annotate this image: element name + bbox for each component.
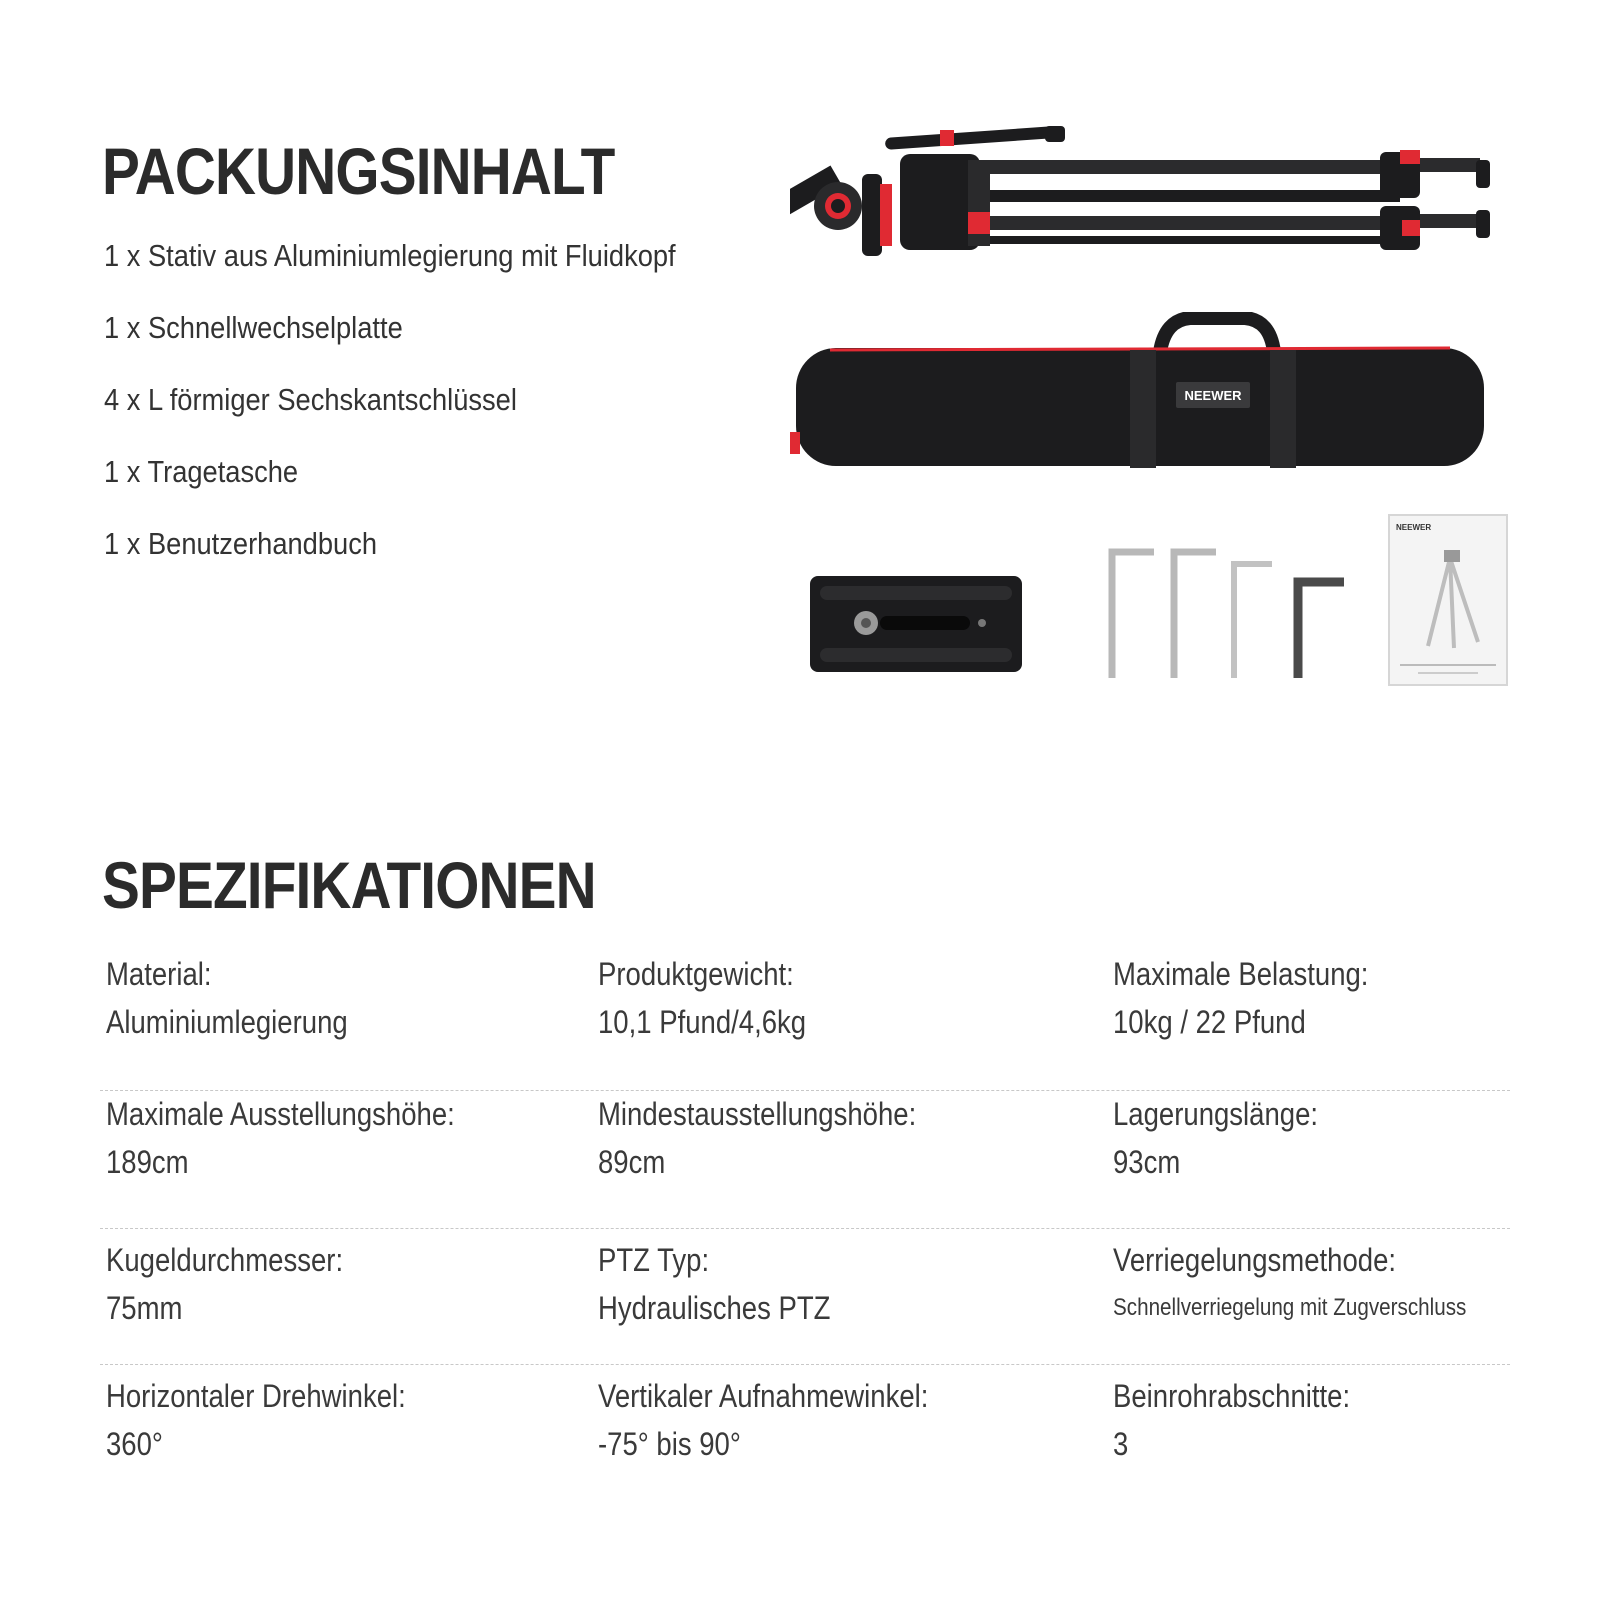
spec-value: 89cm <box>598 1144 666 1180</box>
hex-keys-image <box>1108 548 1364 680</box>
spec-product-weight <box>598 950 840 1046</box>
spec-max-height <box>106 1090 512 1186</box>
package-contents-title: PACKUNGSINHALT <box>102 134 615 208</box>
spec-max-load <box>1113 950 1410 1046</box>
spec-label: Kugeldurchmesser: <box>106 1242 344 1278</box>
spec-ball-diameter <box>106 1236 382 1332</box>
carry-bag-image <box>790 312 1490 472</box>
tripod-image <box>790 124 1520 274</box>
spec-value: 189cm <box>106 1144 189 1180</box>
spec-value: 10kg / 22 Pfund <box>1113 1004 1306 1040</box>
spec-value: 93cm <box>1113 1144 1181 1180</box>
spec-value: Aluminiumlegierung <box>106 1004 348 1040</box>
spec-label: Mindestausstellungshöhe: <box>598 1096 917 1132</box>
spec-min-height <box>598 1090 968 1186</box>
spec-label: PTZ Typ: <box>598 1242 710 1278</box>
spec-locking-method <box>1113 1236 1524 1332</box>
spec-label: Horizontaler Drehwinkel: <box>106 1378 406 1414</box>
spec-storage-length <box>1113 1090 1351 1186</box>
spec-label: Vertikaler Aufnahmewinkel: <box>598 1378 929 1414</box>
spec-material <box>106 950 387 1046</box>
spec-label: Maximale Ausstellungshöhe: <box>106 1096 455 1132</box>
spec-vertical-angle <box>598 1372 982 1468</box>
spec-row <box>100 1372 1510 1512</box>
package-item-tripod: 1 x Stativ aus Aluminiumlegierung mit Fluidkopf <box>104 238 676 273</box>
spec-value: Schnellverriegelung mit Zugverschluss <box>1113 1294 1467 1321</box>
spec-value: Hydraulisches PTZ <box>598 1290 831 1326</box>
spec-label: Material: <box>106 956 212 992</box>
spec-horizontal-rotation <box>106 1372 455 1468</box>
bag-brand-label: NEEWER <box>1184 388 1242 403</box>
spec-label: Beinrohrabschnitte: <box>1113 1378 1351 1414</box>
package-item-quick-release-plate: 1 x Schnellwechselplatte <box>104 310 403 345</box>
spec-row <box>100 1090 1510 1229</box>
spec-row <box>100 1228 1510 1365</box>
spec-label: Lagerungslänge: <box>1113 1096 1319 1132</box>
spec-value: -75° bis 90° <box>598 1426 741 1462</box>
manual-brand-label: NEEWER <box>1396 523 1432 532</box>
spec-ptz-type <box>598 1236 868 1332</box>
spec-value: 360° <box>106 1426 163 1462</box>
user-manual-image <box>1388 514 1508 686</box>
spec-value: 75mm <box>106 1290 183 1326</box>
spec-value: 10,1 Pfund/4,6kg <box>598 1004 807 1040</box>
spec-leg-sections <box>1113 1372 1389 1468</box>
package-item-user-manual: 1 x Benutzerhandbuch <box>104 526 378 561</box>
quick-release-plate-image <box>810 576 1022 672</box>
package-item-hex-keys: 4 x L förmiger Sechskantschlüssel <box>104 382 517 417</box>
spec-label: Maximale Belastung: <box>1113 956 1369 992</box>
package-contents-list <box>104 236 754 596</box>
spec-label: Verriegelungsmethode: <box>1113 1242 1397 1278</box>
package-item-carry-bag: 1 x Tragetasche <box>104 454 299 489</box>
spec-value: 3 <box>1113 1426 1129 1462</box>
specifications-title: SPEZIFIKATIONEN <box>102 848 596 922</box>
spec-label: Produktgewicht: <box>598 956 794 992</box>
spec-row <box>100 950 1510 1091</box>
